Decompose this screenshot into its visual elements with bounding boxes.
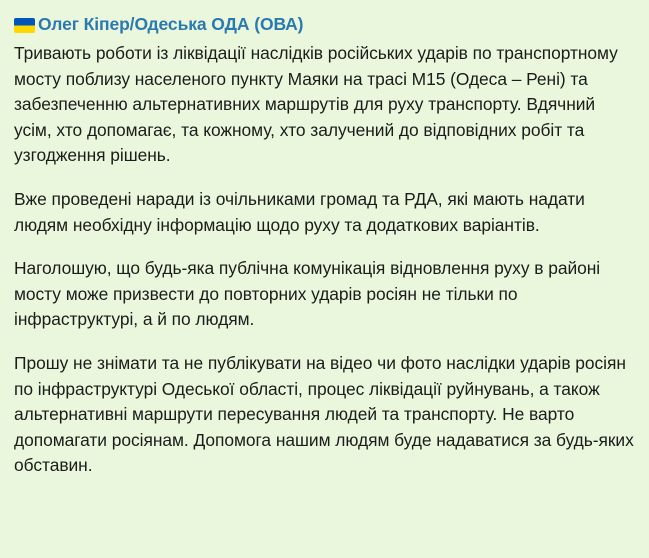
message-paragraph: Прошу не знімати та не публікувати на відео чи фото наслідки ударів росіян по інфраструктурі Одеської області, процес ліквідації руйнувань, а також альтернативні маршрути пересування людей та транспорту. Не варто допомагати росіянам. Допомога нашим людям буде надаватися за будь-яких обставин.: [14, 352, 634, 476]
message-paragraph: Тривають роботи із ліквідації наслідків російських ударів по транспортному мосту поблизу населеного пункту Маяки на трасі М15 (Одеса – Рені) та забезпеченню альтернативних маршрутів для руху транспорту. Вдячний усім, хто допомагає, та кожному, хто залучений до відповідних робіт та узгодження рішень.: [14, 43, 618, 166]
ukraine-flag-icon: [14, 18, 35, 33]
message-author-name[interactable]: Олег Кіпер/Одеська ОДА (ОВА): [38, 14, 304, 34]
message-body: [14, 41, 637, 479]
message-author-line: [14, 14, 637, 35]
message-paragraph: Наголошую, що будь-яка публічна комунікація відновлення руху в районі мосту може призвести до повторних ударів росіян не тільки по інфраструктурі, а й по людям.: [14, 258, 601, 330]
message-paragraph: Вже проведені наради із очільниками громад та РДА, які мають надати людям необхідну інформацію щодо руху та додаткових варіантів.: [14, 188, 585, 235]
